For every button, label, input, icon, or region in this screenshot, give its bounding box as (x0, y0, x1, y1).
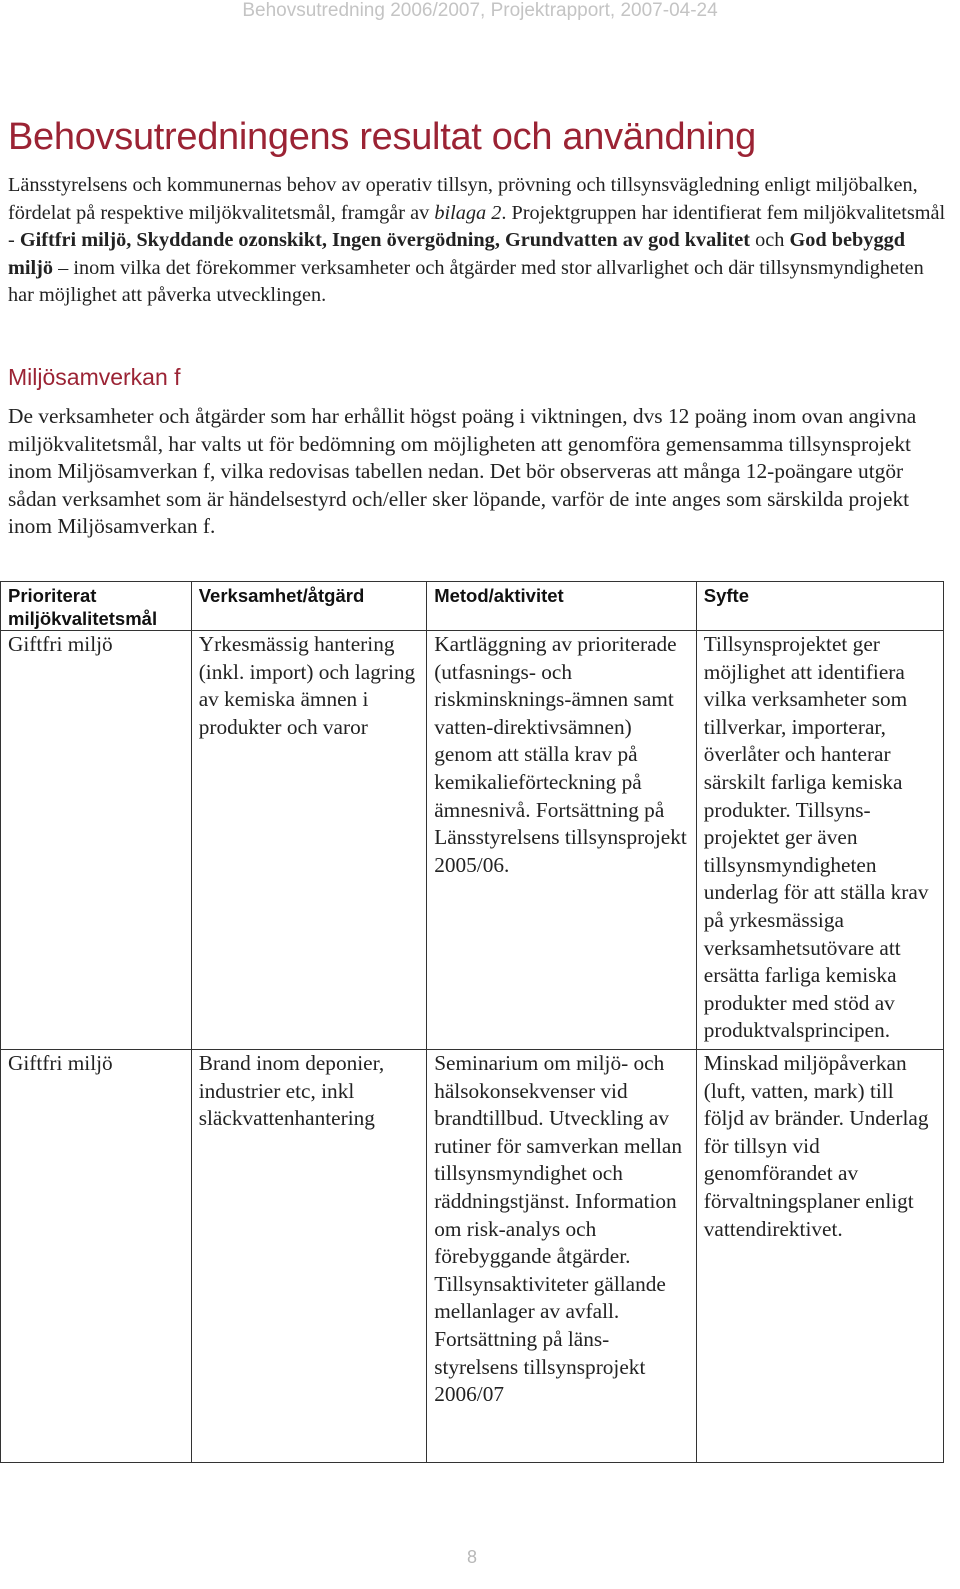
appendix-reference: bilaga 2 (434, 201, 502, 224)
running-header: Behovsutredning 2006/2007, Projektrapport, 2007-04-24 (242, 0, 718, 21)
intro-text-2: . Projektgruppen har identifierat fem miljökvalitetsmål - (8, 201, 946, 252)
intro-text-1: Länsstyrelsens och kommunernas behov av operativ tillsyn, prövning och tillsynsvägledning enligt miljöbalken, fördelat på respektive miljökvalitetsmål, framgår av (8, 174, 918, 224)
header-goal: Prioriterat miljökvalitetsmål (1, 582, 192, 631)
header-activity: Verksamhet/åtgärd (191, 582, 426, 631)
goals-list: Giftfri miljö, Skyddande ozonskikt, Ingen övergödning, Grundvatten av god kvalitet (19, 229, 751, 252)
intro-text-3: och (750, 229, 790, 252)
cell-method: Kartläggning av prioriterade (utfasnings- och riskminsknings-ämnen samt vatten-direktivsämnen) genom att ställa krav på kemikalieförteckning på ämnesnivå. Fortsättning på Länsstyrelsens tillsynsprojekt 2005/06. (427, 631, 697, 1050)
table-row (1, 1050, 944, 1463)
goals-table (0, 581, 944, 1463)
goal-last: God bebyggd miljö (8, 229, 906, 279)
page-number: 8 (466, 1547, 477, 1567)
table-row (1, 631, 944, 1050)
header-purpose: Syfte (696, 582, 943, 631)
section-paragraph: De verksamheter och åtgärder som har erhållit högst poäng i viktningen, dvs 12 poäng inom ovan angivna miljökvalitetsmål, har valts ut för bedömning om möjligheten att genomföra gemensamma tillsynsprojekt inom Miljösamverkan f, vilka redovisas tabellen nedan. Det bör observeras att många 12-poängare utgör sådan verksamhet som är händelsestyrd och/eller sker löpande, varför de inte anges som särskilda projekt inom Miljösamverkan f. (8, 404, 917, 539)
intro-paragraph (8, 172, 946, 310)
page-title: Behovsutredningens resultat och användning (8, 116, 756, 158)
cell-method: Seminarium om miljö- och hälsokonsekvenser vid brandtillbud. Utveckling av rutiner för samverkan mellan tillsynsmyndighet och räddningstjänst. Information om risk-analys och förebyggande åtgärder. Tillsynsaktiviteter gällande mellanlager av avfall. Fortsättning på läns-styrelsens tillsynsprojekt 2006/07 (427, 1050, 697, 1463)
cell-purpose: Minskad miljöpåverkan (luft, vatten, mark) till följd av bränder. Underlag för tillsyn vid genomförandet av förvaltningsplaner enligt vattendirektivet. (696, 1050, 943, 1463)
table-header-row (1, 582, 944, 631)
cell-goal: Giftfri miljö (1, 1050, 192, 1463)
cell-purpose: Tillsynsprojektet ger möjlighet att identifiera vilka verksamheter som tillverkar, importerar, överlåter och hanterar särskilt farliga kemiska produkter. Tillsyns-projektet ger även tillsynsmyndigheten underlag för att ställa krav på yrkesmässiga verksamhetsutövare att ersätta farliga kemiska produkter med stöd av produktvalsprincipen. (696, 631, 943, 1050)
intro-text-4: – inom vilka det förekommer verksamheter och åtgärder med stor allvarlighet och där tillsynsmyndigheten har möjlighet att påverka utvecklingen. (8, 256, 924, 307)
cell-activity: Yrkesmässig hantering (inkl. import) och lagring av kemiska ämnen i produkter och varor (191, 631, 426, 1050)
cell-activity: Brand inom deponier, industrier etc, inkl släckvattenhantering (191, 1050, 426, 1463)
cell-goal: Giftfri miljö (1, 631, 192, 1050)
header-method: Metod/aktivitet (427, 582, 697, 631)
section-heading: Miljösamverkan f (8, 364, 181, 390)
